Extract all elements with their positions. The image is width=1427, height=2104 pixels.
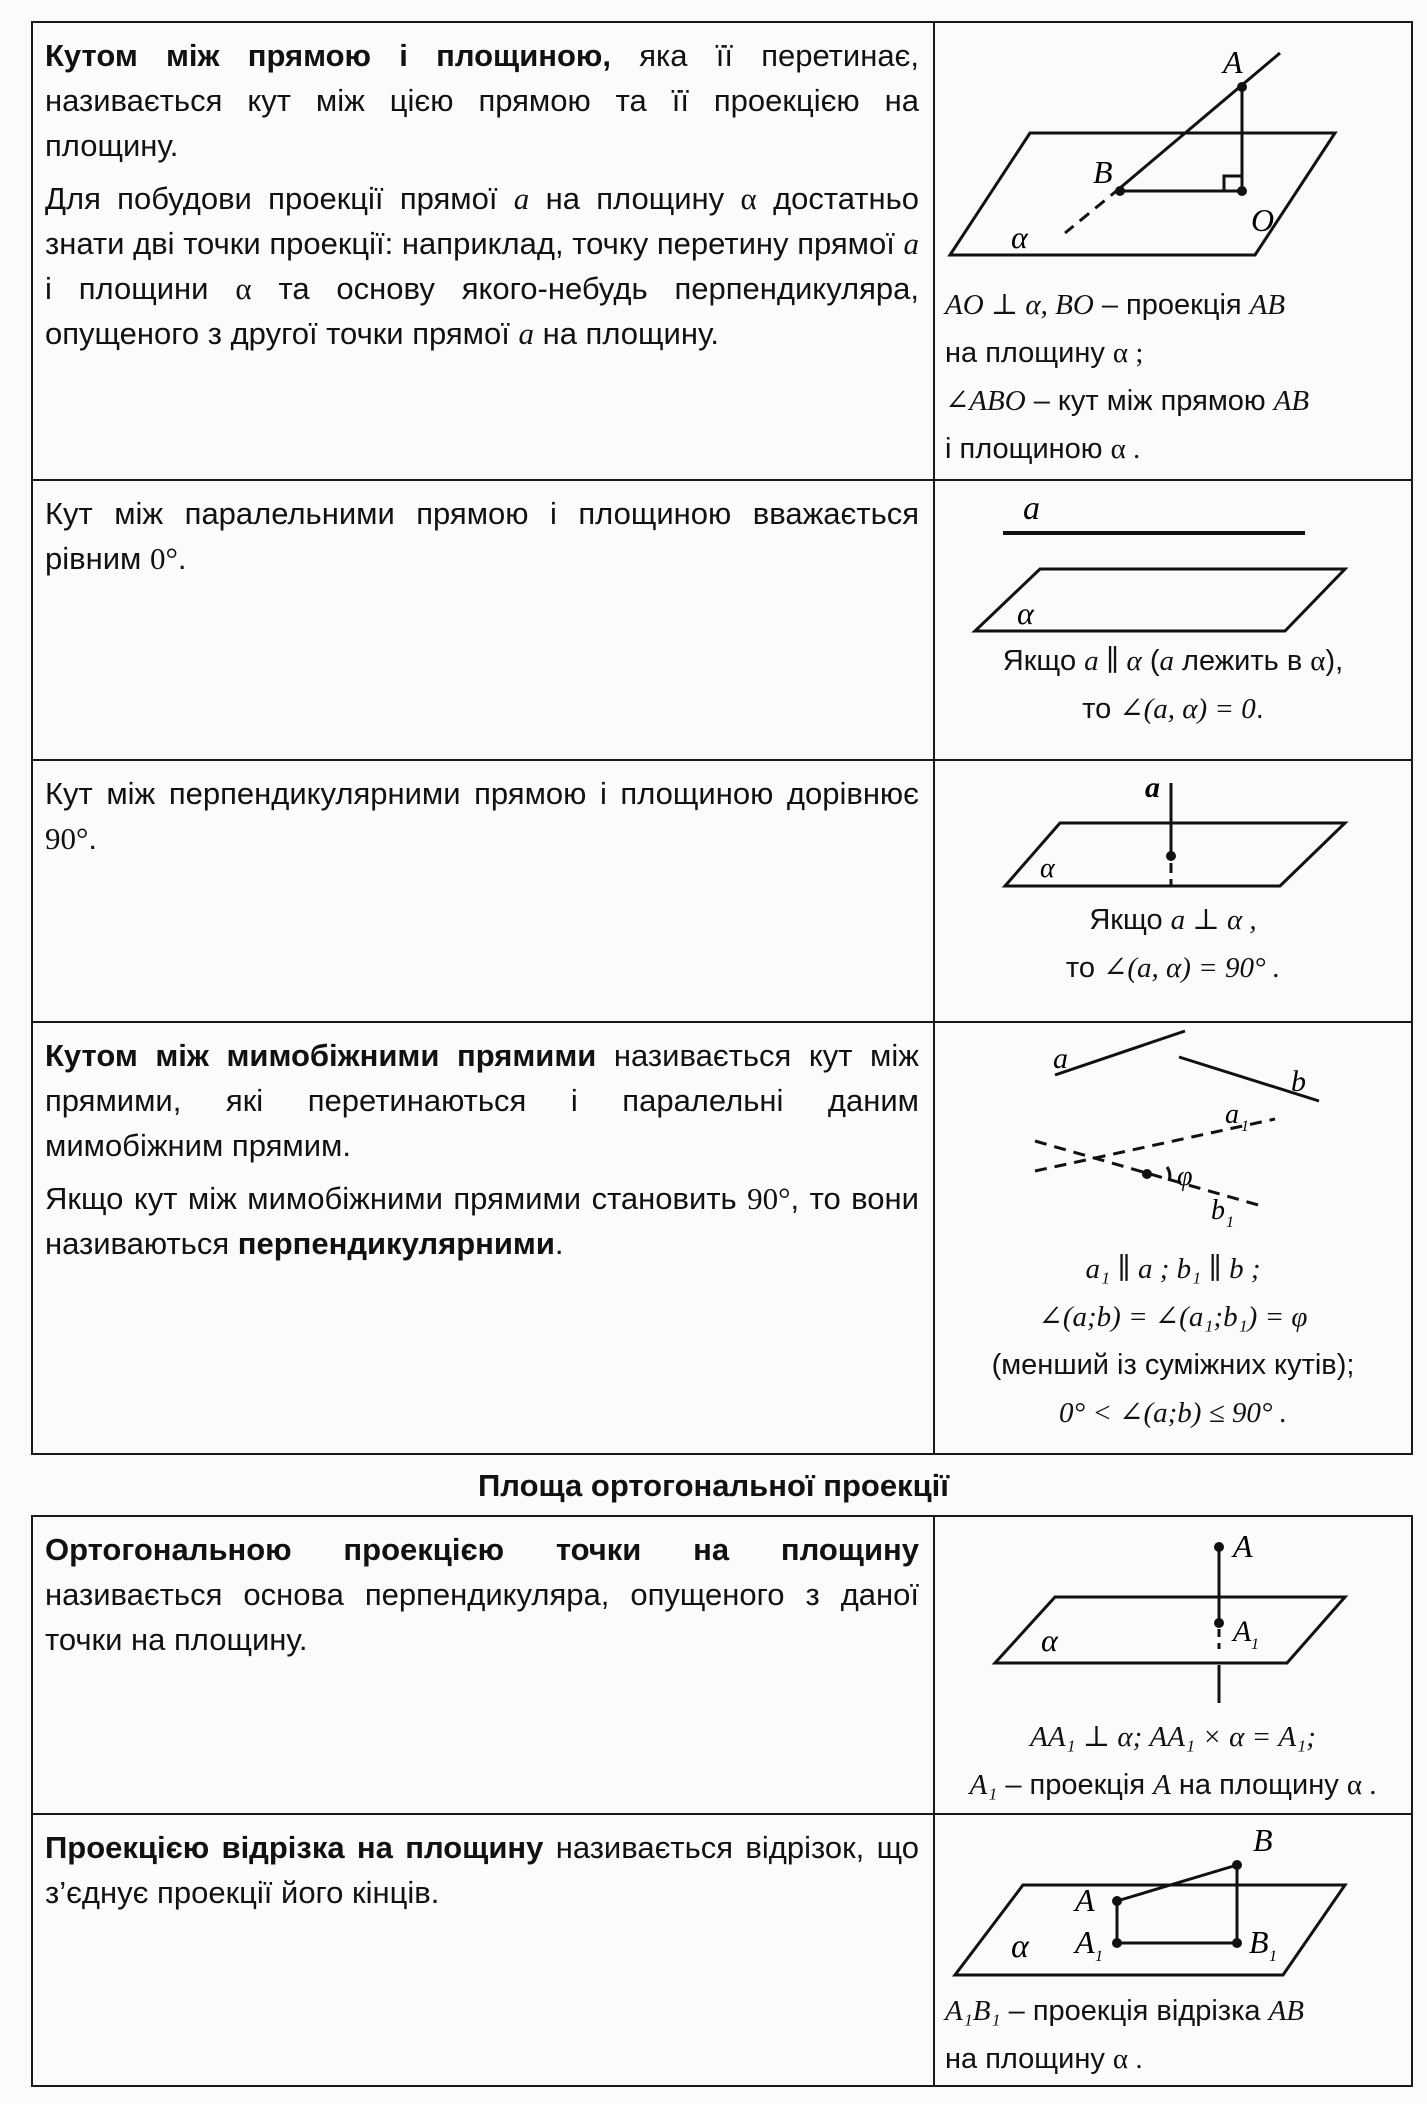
figure-caption: Якщо a ⊥ α , то ∠(a, α) = 90° . bbox=[1065, 904, 1281, 984]
intersection-point bbox=[1142, 1169, 1152, 1179]
point-A bbox=[1112, 1896, 1122, 1906]
definition-cell bbox=[32, 22, 934, 480]
row-angle-line-plane bbox=[32, 22, 1412, 480]
label-alpha: α bbox=[1011, 219, 1028, 255]
row-skew-lines bbox=[32, 1022, 1412, 1454]
row-parallel bbox=[32, 480, 1412, 760]
label-A1: A bbox=[1233, 1615, 1252, 1648]
figure-caption: AO ⊥ α, BO – проекція AB на площину α ; ∠ABO – кут між прямою AB і площиною α . bbox=[945, 289, 1310, 465]
figure-cell bbox=[934, 22, 1412, 480]
label-a: a bbox=[1023, 490, 1040, 527]
label-A: A bbox=[1223, 44, 1243, 80]
point-O bbox=[1237, 186, 1247, 196]
point-B1 bbox=[1232, 1938, 1242, 1948]
label-a: a bbox=[1145, 771, 1160, 804]
section-heading: Площа ортогональної проекції bbox=[478, 1468, 949, 1503]
intersection-point bbox=[1166, 851, 1176, 861]
line-AB-hidden bbox=[1065, 188, 1120, 233]
definition-cell: Кут між паралельними прямою і площиною вважається рівним 0°. bbox=[32, 480, 934, 760]
label-A1: A bbox=[1075, 1924, 1095, 1960]
line-AB bbox=[1120, 53, 1280, 188]
figure-caption: Якщо a ∥ α (a лежить в α), то ∠(a, α) = 0. bbox=[1002, 645, 1344, 725]
definitions-table-1 bbox=[31, 21, 1413, 1455]
paragraph: Для побудови проекції прямої a на площину α достатньо знати дві точки проекції: наприклад, точку перетину прямої a і площини α та основу якого-небудь перпендикуляра, опущеного з другої точки прямої a на площину. bbox=[45, 181, 920, 351]
point-B bbox=[1232, 1860, 1242, 1870]
line-a1 bbox=[1035, 1119, 1275, 1171]
point-projection-diagram bbox=[935, 1517, 1413, 1717]
figure-cell bbox=[934, 480, 1412, 760]
line-plane-angle-diagram bbox=[935, 23, 1413, 283]
plane-alpha bbox=[950, 133, 1335, 255]
angle-phi-arc bbox=[1167, 1167, 1170, 1181]
figure-cell bbox=[934, 1516, 1412, 1814]
label-b1-sub: 1 bbox=[1226, 1214, 1234, 1231]
definition-cell: Кут між перпендикулярними прямою і площиною дорівнює 90°. bbox=[32, 760, 934, 1022]
figure-cell bbox=[934, 1022, 1412, 1454]
parallel-line-plane-diagram bbox=[935, 481, 1413, 641]
point-A bbox=[1237, 82, 1247, 92]
label-a: a bbox=[1053, 1042, 1068, 1075]
skew-lines-diagram bbox=[935, 1023, 1413, 1253]
definition-text: яка її перетинає, називається кут між цією прямою та її проекцією на площину. bbox=[45, 38, 919, 163]
label-A1-sub: 1 bbox=[1251, 1636, 1259, 1653]
label-B1: B bbox=[1249, 1924, 1269, 1960]
label-B: B bbox=[1253, 1822, 1273, 1858]
label-A: A bbox=[1233, 1528, 1253, 1564]
label-alpha: α bbox=[1041, 1622, 1058, 1658]
label-A: A bbox=[1075, 1882, 1095, 1918]
definition-cell: Ортогональною проекцією точки на площину називається основа перпендикуляра, опущеного з даної точки на площину. bbox=[32, 1516, 934, 1814]
line-a bbox=[1055, 1031, 1185, 1075]
figure-caption: a₁ ∥ a ; b₁ ∥ b ; ∠(a;b) = ∠(a₁;b₁) = φ (менший із суміжних кутів); 0° < ∠(a;b) ≤ 90° . bbox=[991, 1253, 1355, 1429]
definitions-table-2 bbox=[31, 1515, 1413, 2087]
figure-cell bbox=[934, 1814, 1412, 2086]
figure-caption: AA₁ ⊥ α; AA₁ × α = A₁; A₁ – проекція A на площину α . bbox=[969, 1721, 1377, 1801]
label-b1: b bbox=[1211, 1195, 1225, 1226]
label-B: B bbox=[1093, 154, 1113, 190]
label-A1-sub: 1 bbox=[1095, 1948, 1103, 1965]
row-perpendicular bbox=[32, 760, 1412, 1022]
figure-caption: A₁B₁ – проекція відрізка AB на площину α . bbox=[945, 1995, 1305, 2075]
label-b: b bbox=[1291, 1065, 1306, 1098]
segment-AB bbox=[1117, 1865, 1237, 1901]
term: Кутом між прямою і площиною, bbox=[45, 38, 612, 73]
point-B bbox=[1115, 186, 1125, 196]
perpendicular-line-plane-diagram bbox=[935, 761, 1413, 911]
definition-cell: Кутом між мимобіжними прямими називається кут між прямими, які перетинаються і паралельні даним мимобіжним прямим. Якщо кут між мимобіжними прямими становить 90°, то вони називаються перпендикулярними. bbox=[32, 1022, 934, 1454]
label-alpha: α bbox=[1011, 1928, 1029, 1965]
point-A1 bbox=[1112, 1938, 1122, 1948]
label-alpha: α bbox=[1017, 595, 1034, 631]
label-O: O bbox=[1251, 202, 1275, 238]
label-B1-sub: 1 bbox=[1269, 1948, 1277, 1965]
point-A1 bbox=[1214, 1618, 1224, 1628]
definition-cell: Проекцією відрізка на площину називається відрізок, що з’єднує проекції його кінців. bbox=[32, 1814, 934, 2086]
figure-cell bbox=[934, 760, 1412, 1022]
label-a1: a bbox=[1225, 1099, 1239, 1130]
label-alpha: α bbox=[1040, 853, 1055, 884]
row-point-projection bbox=[32, 1516, 1412, 1814]
label-a1-sub: 1 bbox=[1241, 1118, 1249, 1135]
point-A bbox=[1214, 1542, 1224, 1552]
row-segment-projection bbox=[32, 1814, 1412, 2086]
segment-projection-diagram bbox=[935, 1815, 1413, 1995]
label-phi: φ bbox=[1177, 1161, 1193, 1192]
